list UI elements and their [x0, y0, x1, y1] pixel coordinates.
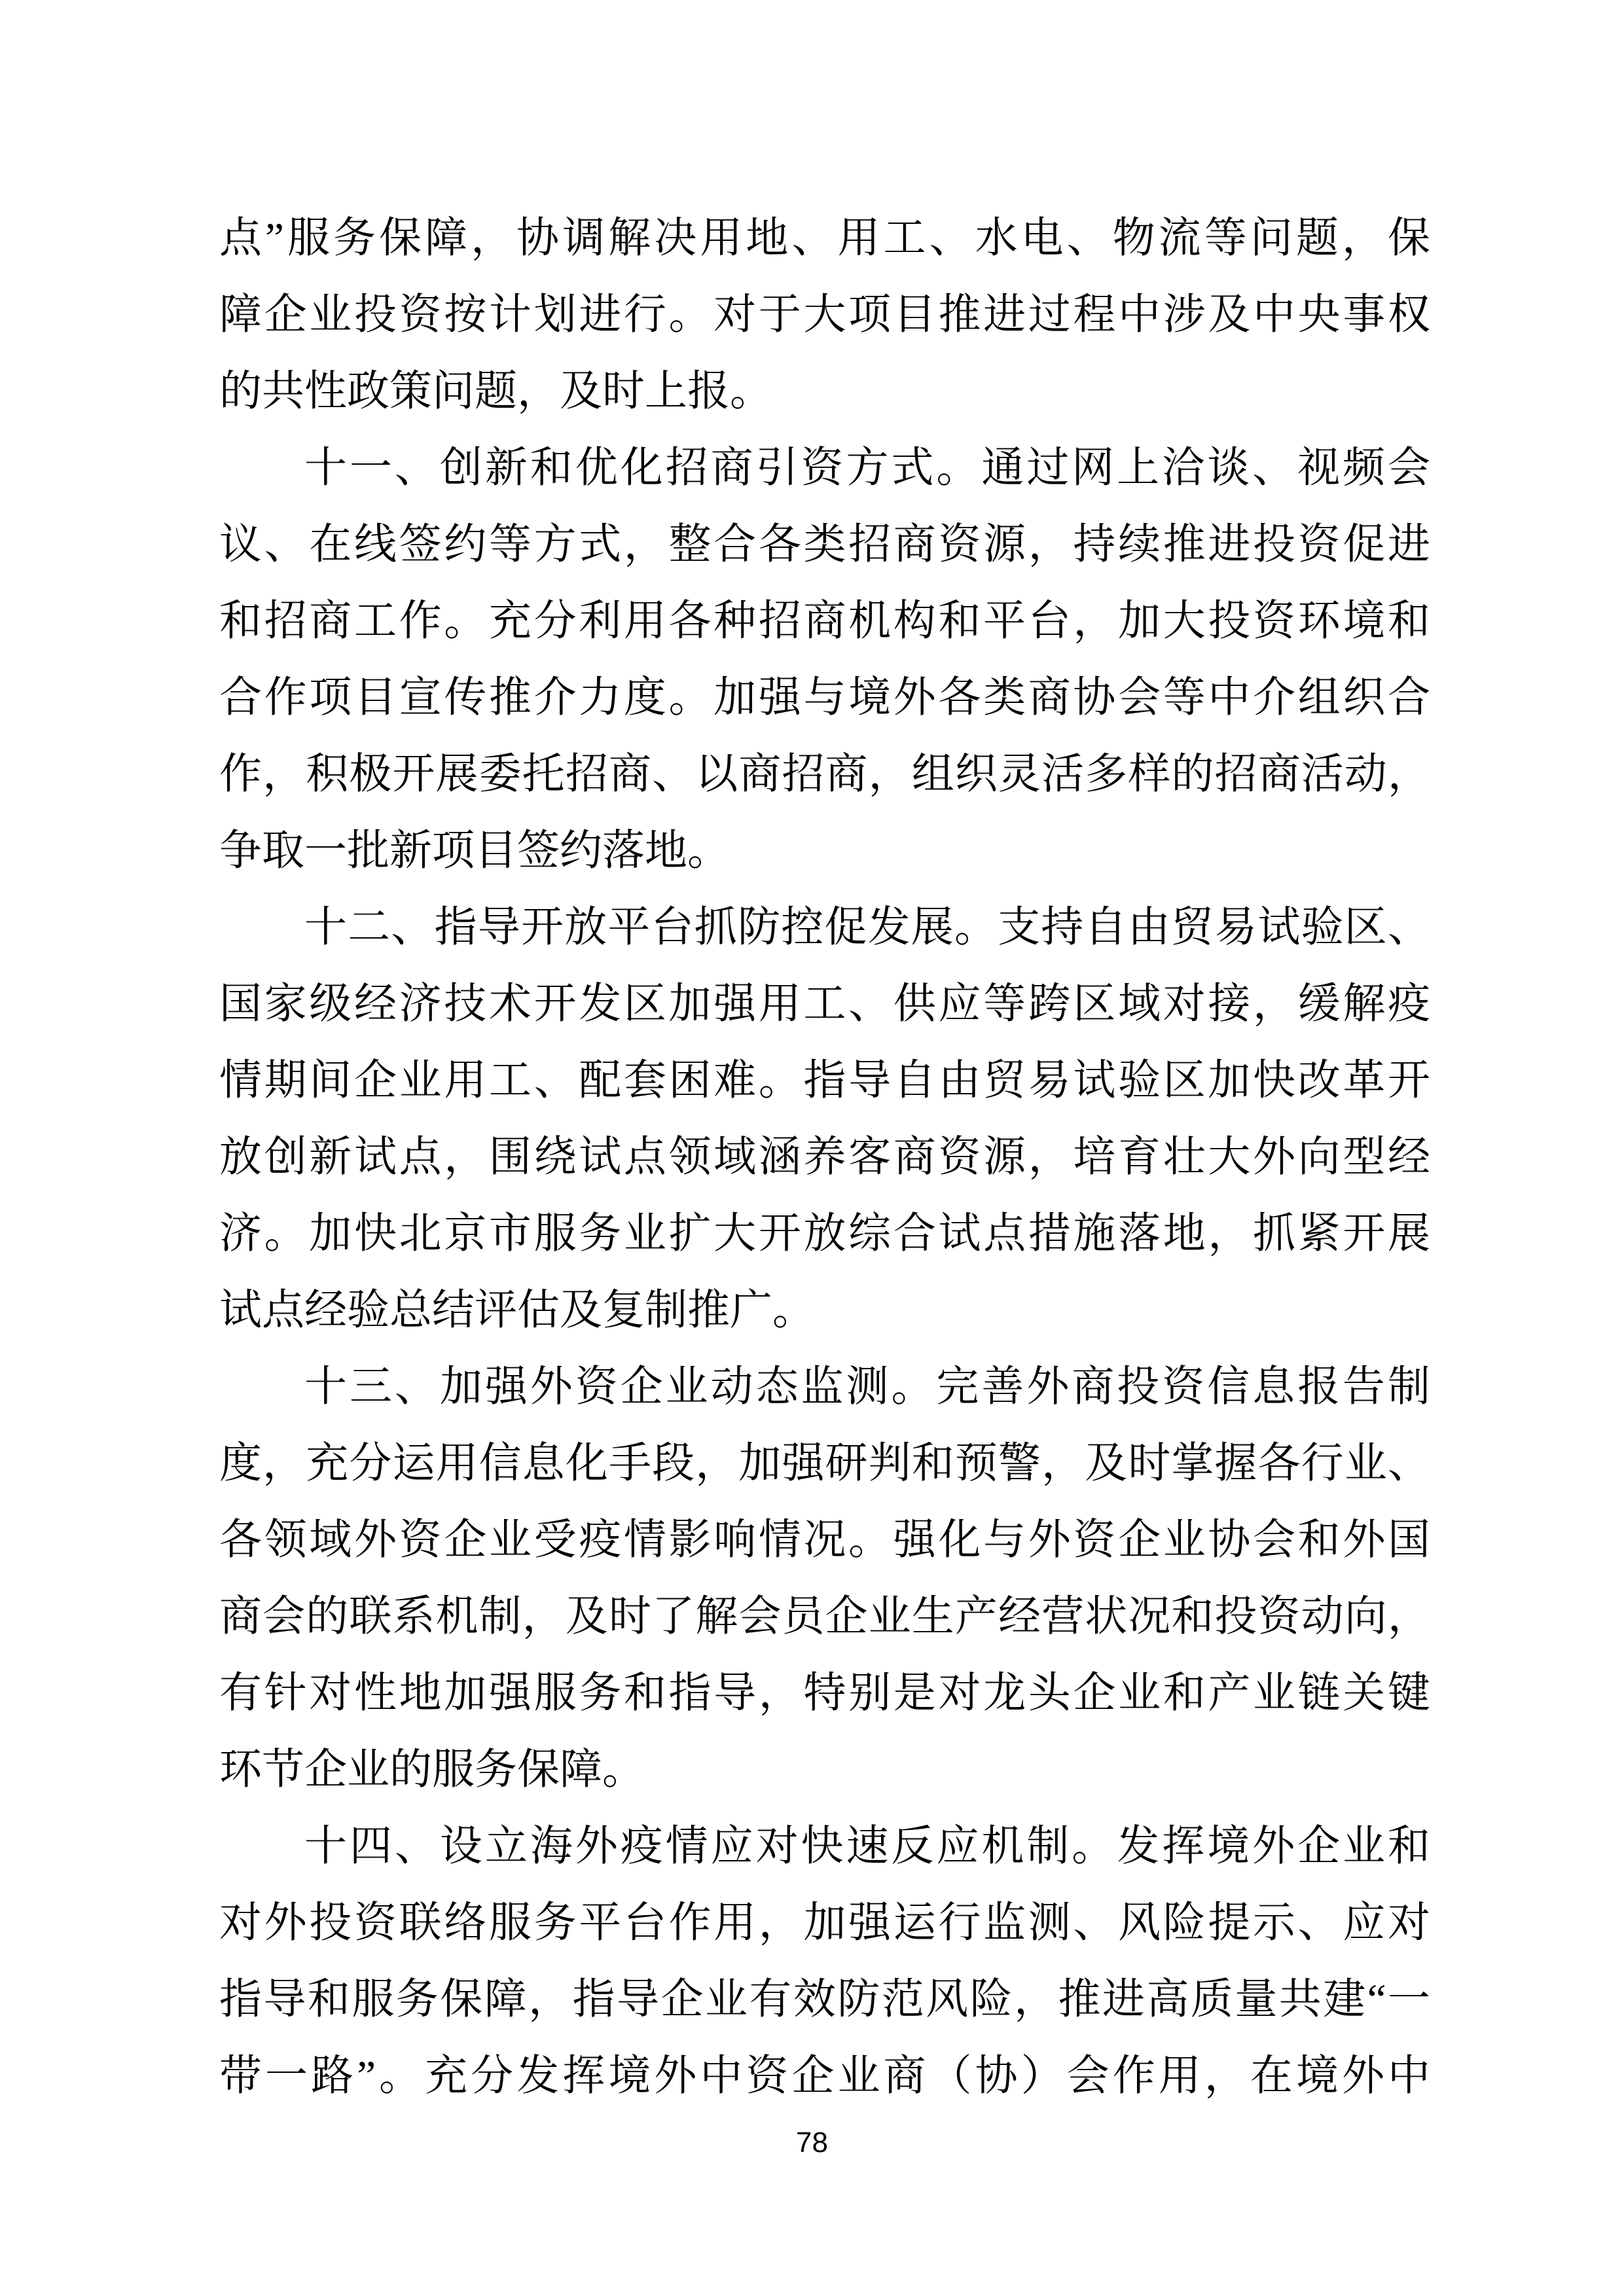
- text-line: 放创新试点，围绕试点领域涵养客商资源，培育壮大外向型经: [219, 1134, 1430, 1181]
- text-line: 十三、加强外资企业动态监测。完善外商投资信息报告制: [304, 1363, 1430, 1410]
- page-footer: [0, 2128, 1624, 2157]
- text-line: 点”服务保障，协调解决用地、用工、水电、物流等问题，保: [219, 215, 1430, 262]
- text-line: 十一、创新和优化招商引资方式。通过网上洽谈、视频会: [304, 444, 1430, 492]
- text-line: 情期间企业用工、配套困难。指导自由贸易试验区加快改革开: [219, 1057, 1430, 1104]
- paragraph-continuation: [219, 200, 1430, 430]
- paragraph-item-13: [219, 1349, 1430, 1808]
- text-line: 带一路”。充分发挥境外中资企业商（协）会作用，在境外中: [219, 2053, 1430, 2100]
- document-body: [219, 200, 1430, 2115]
- text-line: 十二、指导开放平台抓防控促发展。支持自由贸易试验区、: [304, 904, 1430, 951]
- text-line: 对外投资联络服务平台作用，加强运行监测、风险提示、应对: [219, 1899, 1430, 1946]
- text-line: 济。加快北京市服务业扩大开放综合试点措施落地，抓紧开展: [219, 1210, 1430, 1257]
- text-line: 指导和服务保障，指导企业有效防范风险，推进高质量共建“一: [219, 1976, 1430, 2023]
- text-line: 度，充分运用信息化手段，加强研判和预警，及时掌握各行业、: [219, 1440, 1430, 1487]
- text-line: 和招商工作。充分利用各种招商机构和平台，加大投资环境和: [219, 598, 1430, 645]
- text-line: 争取一批新项目签约落地。: [219, 827, 731, 874]
- paragraph-item-12: [219, 889, 1430, 1349]
- text-line: 有针对性地加强服务和指导，特别是对龙头企业和产业链关键: [219, 1670, 1430, 1717]
- text-line: 各领域外资企业受疫情影响情况。强化与外资企业协会和外国: [219, 1516, 1430, 1564]
- text-line: 议、在线签约等方式，整合各类招商资源，持续推进投资促进: [219, 521, 1430, 568]
- text-line: 障企业投资按计划进行。对于大项目推进过程中涉及中央事权: [219, 291, 1430, 338]
- text-line: 试点经验总结评估及复制推广。: [219, 1287, 816, 1334]
- text-line: 国家级经济技术开发区加强用工、供应等跨区域对接，缓解疫: [219, 980, 1430, 1028]
- text-line: 合作项目宣传推介力度。加强与境外各类商协会等中介组织合: [219, 674, 1430, 721]
- paragraph-item-14: [219, 1808, 1430, 2115]
- paragraph-item-11: [219, 430, 1430, 889]
- text-line: 十四、设立海外疫情应对快速反应机制。发挥境外企业和: [304, 1823, 1430, 1870]
- text-line: 的共性政策问题，及时上报。: [219, 368, 773, 415]
- page-number: 78: [796, 2126, 828, 2159]
- text-line: 作，积极开展委托招商、以商招商，组织灵活多样的招商活动，: [219, 751, 1430, 798]
- text-line: 环节企业的服务保障。: [219, 1746, 645, 1793]
- text-line: 商会的联系机制，及时了解会员企业生产经营状况和投资动向，: [219, 1593, 1430, 1640]
